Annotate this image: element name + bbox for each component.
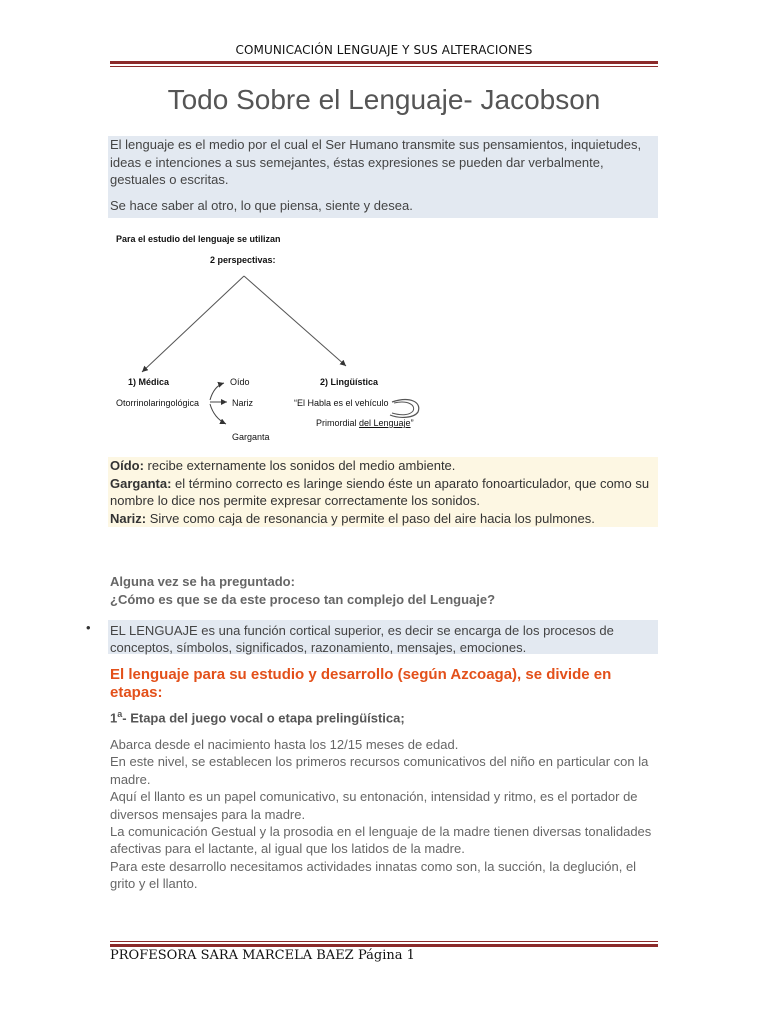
diagram-heading: Para el estudio del lenguaje se utilizan — [116, 234, 281, 244]
stage-heading — [110, 709, 405, 725]
bullet-marker: • — [86, 620, 91, 635]
question-line-1: Alguna vez se ha preguntado: — [110, 574, 295, 589]
linguistica-sub-label-2 — [316, 418, 414, 428]
stage-line-3: Aquí el llanto es un papel comunicativo, su entonación, intensidad y ritmo, es el portador de diversos mensajes para la madre. — [110, 789, 638, 822]
definition-oido-term: Oído: — [110, 458, 144, 473]
arrow-to-medica — [142, 276, 244, 372]
stage-ordinal: a — [117, 709, 123, 719]
stage-line-5: Para este desarrollo necesitamos actividades innatas como son, la succión, la deglución, el grito y el llanto. — [110, 858, 637, 892]
stage-line-1: Abarca desde el nacimiento hasta los 12/15 meses de edad. — [110, 737, 459, 752]
intro-paragraph-2: Se hace saber al otro, lo que piensa, siente y desea. — [110, 197, 413, 213]
definition-oido — [108, 457, 658, 475]
section-heading: El lenguaje para su estudio y desarrollo (según Azcoaga), se divide en etapas: — [110, 666, 612, 701]
stage-line-2: En este nivel, se establecen los primeros recursos comunicativos del niño en particular con la madre. — [110, 754, 649, 787]
nariz-label: Nariz — [232, 398, 254, 408]
perspectives-diagram — [110, 226, 430, 450]
medica-label: 1) Médica — [128, 377, 170, 387]
definition-garganta-term: Garganta: — [110, 475, 172, 491]
arrow-to-linguistica — [244, 276, 346, 366]
definition-garganta — [108, 475, 658, 510]
document-header: COMUNICACIÓN LENGUAJE Y SUS ALTERACIONES — [235, 43, 533, 57]
definition-nariz — [108, 510, 658, 528]
footer-page-number: Página 1 — [358, 948, 415, 963]
arrow-to-garganta — [210, 404, 226, 424]
linguistica-sub-prefix: Primordial — [316, 418, 360, 428]
footer-rule-thin — [110, 941, 658, 942]
stage-line-4: La comunicación Gestual y la prosodia en el lenguaje de la madre tienen diversas tonalidades afectivas para el lactante, al igual que los latidos de la madre. — [110, 824, 652, 857]
stage-title: - Etapa del juego vocal o etapa prelingüística; — [122, 710, 405, 726]
question-line-2: ¿Cómo es que se da este proceso tan complejo del Lenguaje? — [110, 591, 496, 607]
footer-author: PROFESORA SARA MARCELA BAEZ — [110, 948, 354, 963]
linguistica-sub-label-1: “El Habla es el vehículo — [294, 398, 389, 408]
definition-oido-text: recibe externamente los sonidos del medio ambiente. — [143, 458, 456, 473]
linguistica-sub-suffix: ” — [410, 418, 414, 428]
garganta-label: Garganta — [232, 432, 270, 442]
question-block — [110, 573, 495, 608]
arrow-to-oido — [210, 383, 224, 400]
stage-body — [110, 736, 658, 893]
oido-label: Oído — [230, 377, 250, 387]
intro-box — [108, 136, 658, 218]
intro-paragraph-1: El lenguaje es el medio por el cual el Ser Humano transmite sus pensamientos, inquietudes, ideas e intenciones a sus semejantes, éstas expresiones se pueden dar verbalmente, gestuales o escritas. — [110, 137, 642, 187]
linguistica-label: 2) Lingüística — [320, 377, 379, 387]
footer-rule-thick — [110, 944, 658, 947]
definitions-box — [108, 457, 658, 527]
medica-sub-label: Otorrinolaringológica — [116, 398, 200, 408]
header-rule-thin — [110, 66, 658, 67]
bullet-text: EL LENGUAJE es una función cortical superior, es decir se encarga de los procesos de conceptos, símbolos, significados, razonamiento, mensajes, emociones. — [110, 623, 614, 655]
definition-nariz-term: Nariz: — [110, 510, 147, 526]
stage-number: 1 — [110, 710, 118, 726]
definition-nariz-text: Sirve como caja de resonancia y permite el paso del aire hacia los pulmones. — [146, 510, 595, 526]
linguistica-sub-underlined: del Lenguaje — [359, 418, 411, 428]
header-rule-thick — [110, 61, 658, 64]
page-title: Todo Sobre el Lenguaje- Jacobson — [167, 84, 601, 115]
curved-arrow-inner — [392, 402, 414, 415]
diagram-subheading: 2 perspectivas: — [210, 255, 276, 265]
definition-garganta-text: el término correcto es laringe siendo éste un aparato fonoarticulador, que como su nombre lo dice nos permite expresar correctamente los sonidos. — [110, 475, 650, 508]
bullet-box — [108, 620, 658, 654]
